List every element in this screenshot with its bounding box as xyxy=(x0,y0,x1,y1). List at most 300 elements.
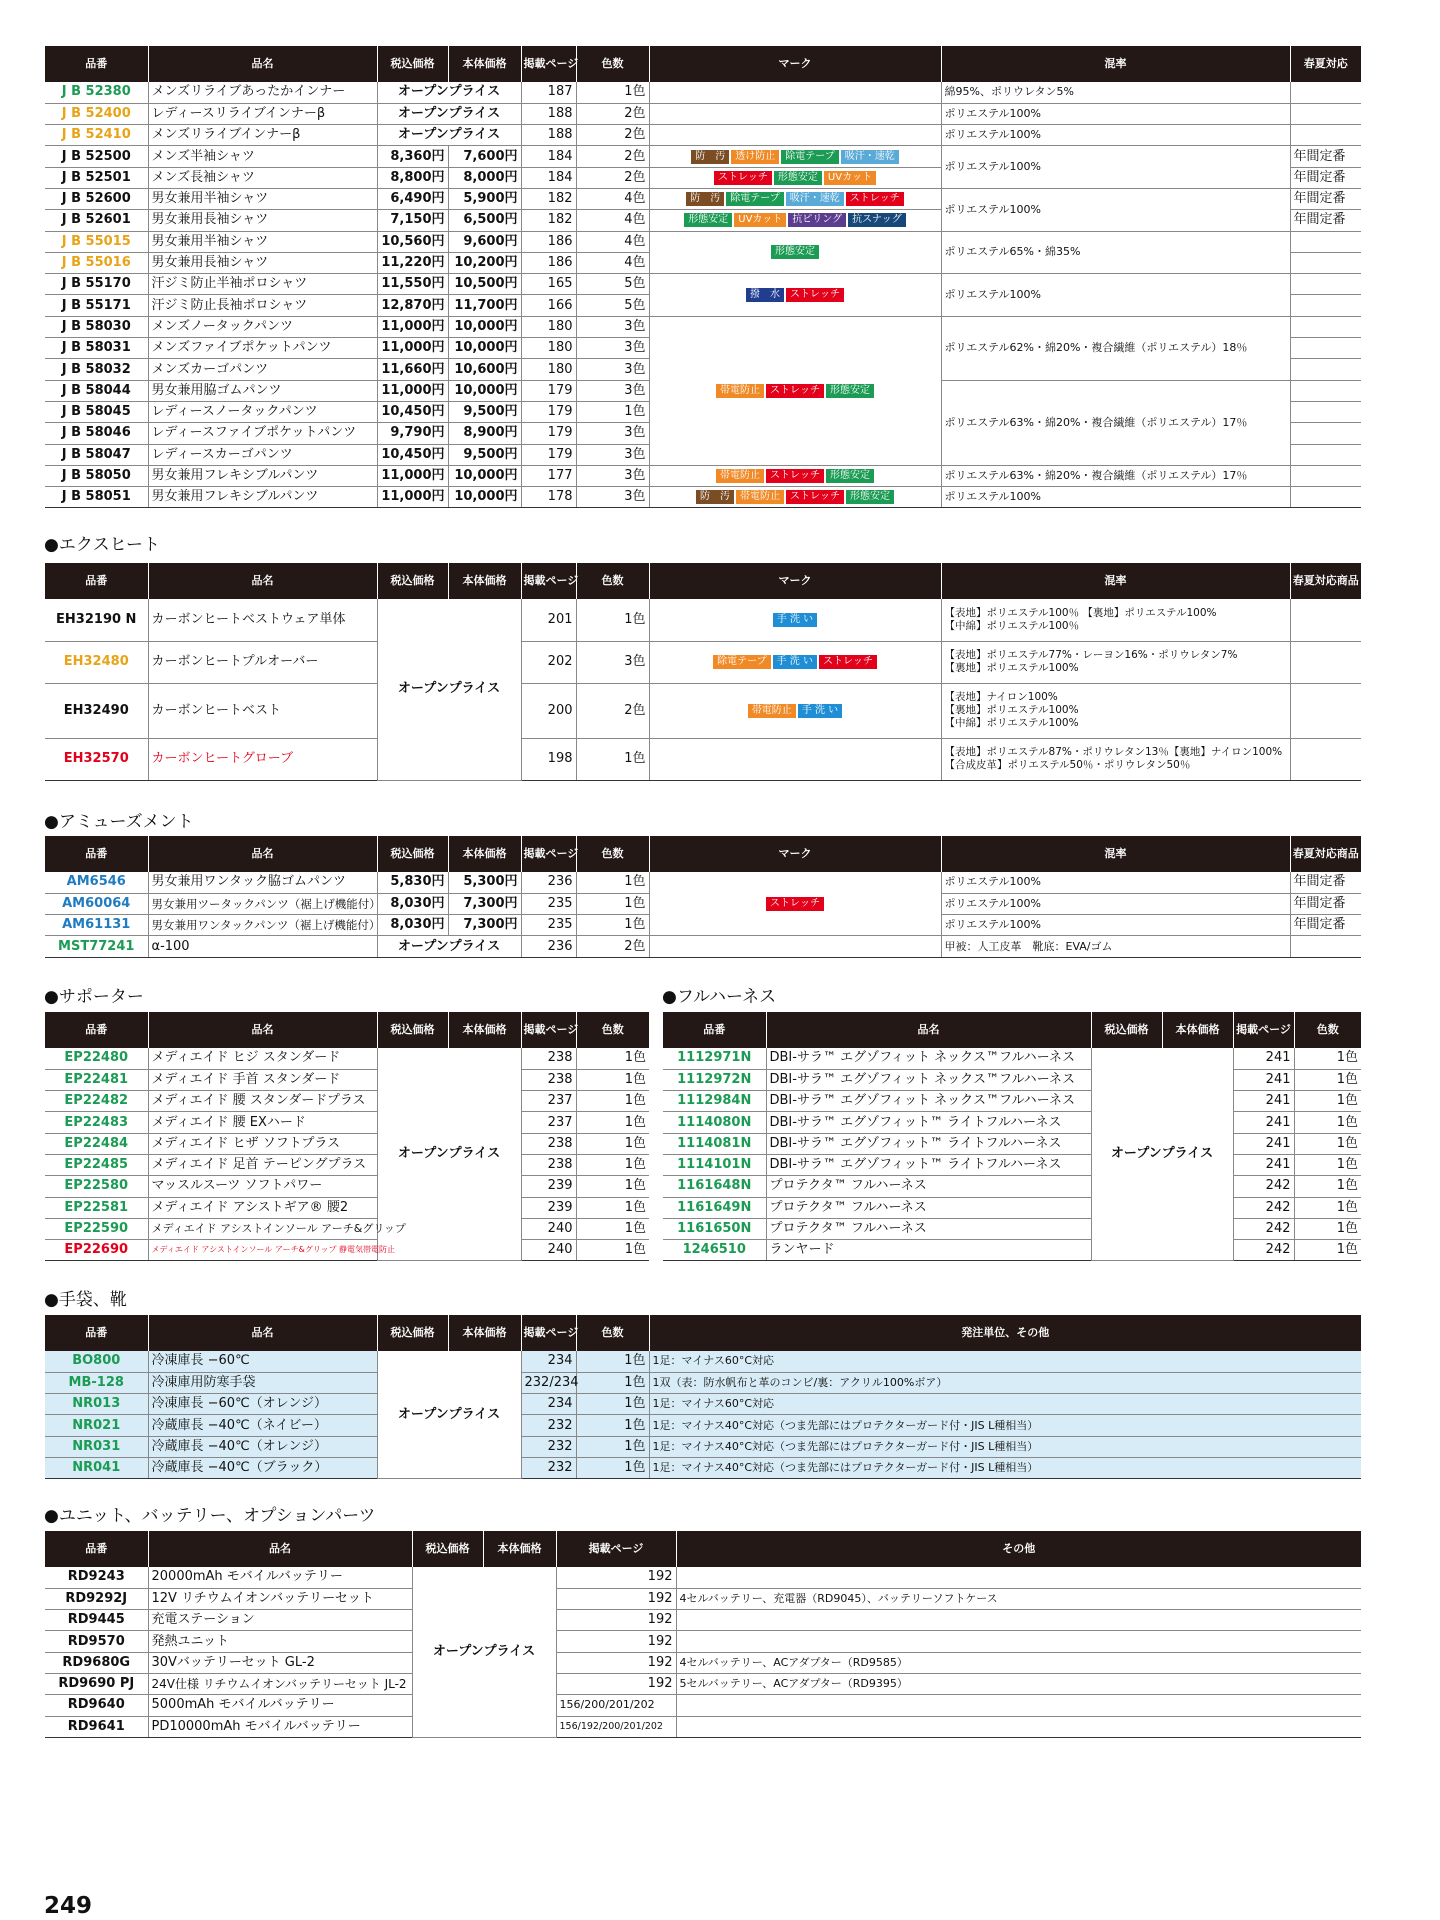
mark-tag: ストレッチ xyxy=(786,490,844,504)
page-ref: 239 xyxy=(521,1197,576,1218)
product-name: 男女兼用フレキシブルパンツ xyxy=(148,487,377,508)
table-row xyxy=(45,125,1361,146)
color-count: 1色 xyxy=(576,915,649,936)
mix-ratio: ポリエステル63%・綿20%・複合繊維（ポリエステル）17％ xyxy=(941,380,1290,465)
product-code: EH32480 xyxy=(45,641,148,683)
page-ref: 238 xyxy=(521,1133,576,1154)
table-row xyxy=(45,1240,649,1261)
color-count: 3色 xyxy=(576,444,649,465)
mark-tag: ストレッチ xyxy=(766,897,824,911)
season-cell xyxy=(1290,641,1361,683)
mark-tag: 帯電防止 xyxy=(716,384,764,398)
mark-tag: 形態安定 xyxy=(826,384,874,398)
open-price: オープンプライス xyxy=(377,1048,521,1261)
header-colors: 色数 xyxy=(576,563,649,599)
header-page: 掲載ページ xyxy=(521,836,576,872)
base-price: 7,300円 xyxy=(448,893,521,914)
other-info: 5セルバッテリー、ACアダプター（RD9395） xyxy=(676,1673,1361,1694)
page-ref: 232 xyxy=(521,1436,576,1457)
color-count: 2色 xyxy=(576,167,649,188)
header-name: 品名 xyxy=(148,46,377,82)
season-cell xyxy=(1290,338,1361,359)
tax-price: 9,790円 xyxy=(377,423,448,444)
header-name: 品名 xyxy=(766,1012,1091,1048)
base-price: 5,300円 xyxy=(448,872,521,893)
tax-price: 8,030円 xyxy=(377,893,448,914)
mix-ratio: ポリエステル100% xyxy=(941,872,1290,893)
table-row xyxy=(45,146,1361,167)
color-count: 2色 xyxy=(576,125,649,146)
page-ref: 182 xyxy=(521,188,576,209)
header-code: 品番 xyxy=(45,1531,148,1567)
page-ref: 242 xyxy=(1233,1197,1294,1218)
product-code: NR031 xyxy=(45,1436,148,1457)
color-count: 3色 xyxy=(576,359,649,380)
mix-ratio: ポリエステル100% xyxy=(941,487,1290,508)
open-price: オープンプライス xyxy=(377,125,521,146)
color-count: 1色 xyxy=(576,1351,649,1372)
marks-cell xyxy=(649,872,941,936)
product-name: レディースファイブポケットパンツ xyxy=(148,423,377,444)
open-price: オープンプライス xyxy=(1091,1048,1233,1261)
header-base: 本体価格 xyxy=(483,1531,556,1567)
page-ref: 186 xyxy=(521,252,576,273)
page-ref: 236 xyxy=(521,936,576,957)
product-name: 汗ジミ防止半袖ポロシャツ xyxy=(148,274,377,295)
product-name: レディースカーゴパンツ xyxy=(148,444,377,465)
header-tax: 税込価格 xyxy=(377,46,448,82)
tax-price: 10,450円 xyxy=(377,401,448,422)
base-price: 8,900円 xyxy=(448,423,521,444)
table-row xyxy=(45,1436,1361,1457)
page-ref: 241 xyxy=(1233,1154,1294,1175)
section-title-gloves-boots: ●手袋、靴 xyxy=(44,1290,127,1310)
season-cell xyxy=(1290,252,1361,273)
table-row xyxy=(45,1394,1361,1415)
marks-cell xyxy=(649,274,941,317)
order-info: 1足：マイナス40°C対応（つま先部にはプロテクターガード付・JIS L種相当） xyxy=(649,1415,1361,1436)
season-cell xyxy=(1290,316,1361,337)
color-count: 1色 xyxy=(576,1218,649,1239)
page-ref: 240 xyxy=(521,1240,576,1261)
product-name: 24V仕様 リチウムイオンバッテリーセット JL-2 xyxy=(148,1673,412,1694)
product-name: メンズカーゴパンツ xyxy=(148,359,377,380)
product-name: 発熱ユニット xyxy=(148,1631,412,1652)
header-code: 品番 xyxy=(45,836,148,872)
other-info xyxy=(676,1610,1361,1631)
mark-tag: 形態安定 xyxy=(771,245,819,259)
marks-cell xyxy=(649,316,941,465)
page-ref: 180 xyxy=(521,316,576,337)
color-count: 1色 xyxy=(576,1394,649,1415)
product-name: 20000mAh モバイルバッテリー xyxy=(148,1567,412,1588)
product-code: RD9445 xyxy=(45,1610,148,1631)
page-ref: 238 xyxy=(521,1048,576,1069)
product-table-battery xyxy=(45,1531,1361,1738)
color-count: 4色 xyxy=(576,210,649,231)
product-code: EP22483 xyxy=(45,1112,148,1133)
header-mix: 混率 xyxy=(941,563,1290,599)
mix-line: 【合成皮革】ポリエステル50％・ポリウレタン50％ xyxy=(944,759,1191,771)
tax-price: 10,450円 xyxy=(377,444,448,465)
product-code: EP22690 xyxy=(45,1240,148,1261)
color-count: 1色 xyxy=(576,1133,649,1154)
header-base: 本体価格 xyxy=(448,1012,521,1048)
mark-tag: 防 汚 xyxy=(691,150,729,164)
product-code: EP22590 xyxy=(45,1218,148,1239)
open-price: オープンプライス xyxy=(377,1351,521,1479)
season-cell xyxy=(1290,82,1361,103)
page-ref: 241 xyxy=(1233,1069,1294,1090)
page-ref: 202 xyxy=(521,641,576,683)
season-cell: 年間定番 xyxy=(1290,210,1361,231)
mix-ratio: ポリエステル100% xyxy=(941,274,1290,317)
table-row xyxy=(45,1415,1361,1436)
color-count: 1色 xyxy=(576,1112,649,1133)
marks-cell xyxy=(649,146,941,167)
header-page: 掲載ページ xyxy=(1233,1012,1294,1048)
header-base: 本体価格 xyxy=(1162,1012,1233,1048)
color-count: 1色 xyxy=(576,1372,649,1393)
page-ref: 182 xyxy=(521,210,576,231)
product-code: NR013 xyxy=(45,1394,148,1415)
base-price: 10,000円 xyxy=(448,487,521,508)
table-row xyxy=(663,1154,1361,1175)
page-ref: 179 xyxy=(521,444,576,465)
season-cell xyxy=(1290,738,1361,780)
product-name: メディエイド 腰 スタンダードプラス xyxy=(148,1091,377,1112)
mark-tag: 抗スナッグ xyxy=(848,213,906,227)
table-row xyxy=(45,316,1361,337)
product-name: メンズ長袖シャツ xyxy=(148,167,377,188)
base-price: 10,600円 xyxy=(448,359,521,380)
color-count: 4色 xyxy=(576,231,649,252)
product-code: 1112984N xyxy=(663,1091,766,1112)
base-price: 11,700円 xyxy=(448,295,521,316)
marks-cell xyxy=(649,487,941,508)
season-cell xyxy=(1290,125,1361,146)
product-name: 男女兼用半袖シャツ xyxy=(148,231,377,252)
table-row xyxy=(45,1457,1361,1478)
color-count: 1色 xyxy=(576,1436,649,1457)
product-name: メンズリライブインナーβ xyxy=(148,125,377,146)
page-ref: 192 xyxy=(556,1610,676,1631)
color-count: 1色 xyxy=(576,738,649,780)
color-count: 1色 xyxy=(576,401,649,422)
tax-price: 11,000円 xyxy=(377,380,448,401)
header-colors: 色数 xyxy=(576,836,649,872)
mark-tag: 吸汗・速乾 xyxy=(786,192,844,206)
product-name: プロテクタ™ フルハーネス xyxy=(766,1197,1091,1218)
product-code: EP22580 xyxy=(45,1176,148,1197)
product-name: 男女兼用半袖シャツ xyxy=(148,188,377,209)
color-count: 1色 xyxy=(576,1048,649,1069)
header-code: 品番 xyxy=(45,1315,148,1351)
mix-ratio: ポリエステル65%・綿35% xyxy=(941,231,1290,274)
tax-price: 11,000円 xyxy=(377,338,448,359)
product-name: カーボンヒートグローブ xyxy=(148,738,377,780)
tax-price: 11,000円 xyxy=(377,316,448,337)
table-row xyxy=(45,274,1361,295)
mix-line: 【表地】ポリエステル100％ 【裏地】ポリエステル100% xyxy=(944,606,1217,619)
product-name: PD10000mAh モバイルバッテリー xyxy=(148,1716,412,1737)
page-ref: 239 xyxy=(521,1176,576,1197)
page-ref: 238 xyxy=(521,1069,576,1090)
header-base: 本体価格 xyxy=(448,836,521,872)
section-title-amusement: ●アミューズメント xyxy=(44,812,194,832)
header-page: 掲載ページ xyxy=(556,1531,676,1567)
page-ref: 192 xyxy=(556,1567,676,1588)
marks-cell xyxy=(649,210,941,231)
color-count: 1色 xyxy=(1294,1069,1361,1090)
base-price: 8,000円 xyxy=(448,167,521,188)
product-code: J B 58050 xyxy=(45,465,148,486)
product-name: メンズ半袖シャツ xyxy=(148,146,377,167)
page-ref: 187 xyxy=(521,82,576,103)
page-ref: 200 xyxy=(521,683,576,738)
product-name: 30Vバッテリーセット GL-2 xyxy=(148,1652,412,1673)
tax-price: 11,550円 xyxy=(377,274,448,295)
product-code: EP22581 xyxy=(45,1197,148,1218)
page-ref: 178 xyxy=(521,487,576,508)
product-name: DBI-サラ™ エグゾフィット™ ライトフルハーネス xyxy=(766,1154,1091,1175)
table-row xyxy=(45,1372,1361,1393)
mix-ratio xyxy=(941,599,1290,641)
product-code: NR021 xyxy=(45,1415,148,1436)
header-other: その他 xyxy=(676,1531,1361,1567)
product-name: 男女兼用長袖シャツ xyxy=(148,210,377,231)
header-page: 掲載ページ xyxy=(521,1315,576,1351)
header-mix: 混率 xyxy=(941,836,1290,872)
tax-price: 11,660円 xyxy=(377,359,448,380)
section-title-exheat: ●エクスヒート xyxy=(44,535,160,555)
table-row xyxy=(663,1091,1361,1112)
mix-ratio: ポリエステル100% xyxy=(941,125,1290,146)
color-count: 1色 xyxy=(1294,1133,1361,1154)
page-ref: 238 xyxy=(521,1154,576,1175)
product-code: J B 58045 xyxy=(45,401,148,422)
header-code: 品番 xyxy=(45,46,148,82)
season-cell xyxy=(1290,401,1361,422)
other-info xyxy=(676,1567,1361,1588)
mix-ratio: ポリエステル63%・綿20%・複合繊維（ポリエステル）17％ xyxy=(941,465,1290,486)
mark-tag: 撥 水 xyxy=(746,288,784,302)
season-cell xyxy=(1290,103,1361,124)
color-count: 1色 xyxy=(1294,1240,1361,1261)
marks-cell xyxy=(649,936,941,957)
header-season: 春夏対応商品 xyxy=(1290,563,1361,599)
header-tax: 税込価格 xyxy=(377,1012,448,1048)
product-code: J B 52601 xyxy=(45,210,148,231)
product-code: J B 58051 xyxy=(45,487,148,508)
page-ref: 179 xyxy=(521,380,576,401)
season-cell xyxy=(1290,936,1361,957)
color-count: 1色 xyxy=(1294,1091,1361,1112)
marks-cell xyxy=(649,738,941,780)
color-count: 1色 xyxy=(576,599,649,641)
product-code: EP22482 xyxy=(45,1091,148,1112)
product-code: J B 55171 xyxy=(45,295,148,316)
mark-tag: UVカット xyxy=(734,213,786,227)
color-count: 3色 xyxy=(576,338,649,359)
mix-ratio: ポリエステル100% xyxy=(941,893,1290,914)
header-order: 発注単位、その他 xyxy=(649,1315,1361,1351)
tax-price: 8,360円 xyxy=(377,146,448,167)
product-name: DBI-サラ™ エグゾフィット ネックス™フルハーネス xyxy=(766,1091,1091,1112)
product-name: カーボンヒートベスト xyxy=(148,683,377,738)
product-code: EP22481 xyxy=(45,1069,148,1090)
color-count: 1色 xyxy=(576,1240,649,1261)
order-info: 1足：マイナス40°C対応（つま先部にはプロテクターガード付・JIS L種相当） xyxy=(649,1457,1361,1478)
mark-tag: UVカット xyxy=(824,171,876,185)
header-page: 掲載ページ xyxy=(521,563,576,599)
page-ref: 237 xyxy=(521,1091,576,1112)
table-row xyxy=(663,1069,1361,1090)
page-ref: 192 xyxy=(556,1652,676,1673)
marks-cell xyxy=(649,683,941,738)
marks-cell xyxy=(649,188,941,209)
table-row xyxy=(45,487,1361,508)
product-name: DBI-サラ™ エグゾフィット™ ライトフルハーネス xyxy=(766,1112,1091,1133)
page-ref: 188 xyxy=(521,125,576,146)
mix-line: 【表地】ポリエステル77%・レーヨン16%・ポリウレタン7% xyxy=(944,649,1238,661)
page-ref: 235 xyxy=(521,893,576,914)
season-cell xyxy=(1290,359,1361,380)
product-table-exheat xyxy=(45,563,1361,781)
page-ref: 192 xyxy=(556,1631,676,1652)
product-code: RD9680G xyxy=(45,1652,148,1673)
table-row xyxy=(45,738,1361,780)
mix-ratio xyxy=(941,641,1290,683)
product-name: 冷蔵庫長 −40℃（ブラック） xyxy=(148,1457,377,1478)
table-row xyxy=(45,103,1361,124)
product-code: RD9570 xyxy=(45,1631,148,1652)
header-mix: 混率 xyxy=(941,46,1290,82)
header-tax: 税込価格 xyxy=(412,1531,483,1567)
mark-tag: 除電テープ xyxy=(781,150,839,164)
mix-line: 【裏地】ポリエステル100% xyxy=(944,704,1079,716)
header-tax: 税込価格 xyxy=(377,563,448,599)
table-row xyxy=(45,1695,1361,1716)
mark-tag: ストレッチ xyxy=(766,469,824,483)
base-price: 5,900円 xyxy=(448,188,521,209)
product-code: EP22485 xyxy=(45,1154,148,1175)
mix-line: 【表地】ナイロン100% xyxy=(944,691,1058,703)
other-info: 4セルバッテリー、充電器（RD9045）、バッテリーソフトケース xyxy=(676,1588,1361,1609)
mark-tag: 手 洗 い xyxy=(773,613,817,627)
other-info xyxy=(676,1631,1361,1652)
product-name: 男女兼用脇ゴムパンツ xyxy=(148,380,377,401)
page-ref: 166 xyxy=(521,295,576,316)
product-code: J B 58047 xyxy=(45,444,148,465)
mark-tag: 透け防止 xyxy=(731,150,779,164)
header-tax: 税込価格 xyxy=(377,836,448,872)
page-ref: 241 xyxy=(1233,1091,1294,1112)
table-row xyxy=(45,1716,1361,1737)
page-ref: 241 xyxy=(1233,1048,1294,1069)
product-name: メディエイド アシストインソール アーチ&グリップ 静電気帯電防止 xyxy=(148,1240,377,1261)
product-code: J B 55170 xyxy=(45,274,148,295)
header-tax: 税込価格 xyxy=(1091,1012,1162,1048)
table-row xyxy=(45,1588,1361,1609)
table-row xyxy=(45,1091,649,1112)
product-name: プロテクタ™ フルハーネス xyxy=(766,1218,1091,1239)
color-count: 1色 xyxy=(576,1154,649,1175)
tax-price: 11,000円 xyxy=(377,487,448,508)
product-name: DBI-サラ™ エグゾフィット™ ライトフルハーネス xyxy=(766,1133,1091,1154)
product-name: メディエイド アシストインソール アーチ&グリップ xyxy=(148,1218,377,1239)
order-info: 1足：マイナス40°C対応（つま先部にはプロテクターガード付・JIS L種相当） xyxy=(649,1436,1361,1457)
color-count: 1色 xyxy=(1294,1218,1361,1239)
color-count: 1色 xyxy=(1294,1197,1361,1218)
mark-tag: 帯電防止 xyxy=(716,469,764,483)
color-count: 1色 xyxy=(576,1415,649,1436)
header-base: 本体価格 xyxy=(448,563,521,599)
product-code: 1112972N xyxy=(663,1069,766,1090)
table-row xyxy=(45,1218,649,1239)
page-ref: 235 xyxy=(521,915,576,936)
header-colors: 色数 xyxy=(576,1315,649,1351)
product-name: メディエイド 腰 EXハード xyxy=(148,1112,377,1133)
product-code: 1114080N xyxy=(663,1112,766,1133)
color-count: 1色 xyxy=(576,872,649,893)
color-count: 3色 xyxy=(576,380,649,401)
product-code: 1161649N xyxy=(663,1197,766,1218)
product-code: EH32490 xyxy=(45,683,148,738)
product-code: J B 55015 xyxy=(45,231,148,252)
mark-tag: 吸汗・速乾 xyxy=(841,150,899,164)
product-name: 冷凍庫用防寒手袋 xyxy=(148,1372,377,1393)
product-code: RD9292J xyxy=(45,1588,148,1609)
header-mark: マーク xyxy=(649,46,941,82)
page-ref: 188 xyxy=(521,103,576,124)
product-code: RD9690 PJ xyxy=(45,1673,148,1694)
color-count: 1色 xyxy=(1294,1048,1361,1069)
product-name: 冷蔵庫長 −40℃（オレンジ） xyxy=(148,1436,377,1457)
mix-ratio: ポリエステル100% xyxy=(941,915,1290,936)
color-count: 3色 xyxy=(576,423,649,444)
mix-line: 【裏地】ポリエステル100% xyxy=(944,662,1079,674)
color-count: 1色 xyxy=(576,1091,649,1112)
page-ref: 179 xyxy=(521,423,576,444)
season-cell: 年間定番 xyxy=(1290,146,1361,167)
base-price: 6,500円 xyxy=(448,210,521,231)
page-ref: 234 xyxy=(521,1351,576,1372)
season-cell xyxy=(1290,683,1361,738)
page-ref: 237 xyxy=(521,1112,576,1133)
base-price: 10,000円 xyxy=(448,316,521,337)
open-price: オープンプライス xyxy=(377,103,521,124)
header-name: 品名 xyxy=(148,1531,412,1567)
product-name: α-100 xyxy=(148,936,377,957)
color-count: 3色 xyxy=(576,316,649,337)
table-row xyxy=(45,1610,1361,1631)
product-name: 冷蔵庫長 −40℃（ネイビー） xyxy=(148,1415,377,1436)
base-price: 10,000円 xyxy=(448,465,521,486)
product-code: J B 52600 xyxy=(45,188,148,209)
product-name: カーボンヒートベストウェア単体 xyxy=(148,599,377,641)
page-ref: 192 xyxy=(556,1673,676,1694)
table-row xyxy=(45,872,1361,893)
page-ref: 201 xyxy=(521,599,576,641)
page-ref: 180 xyxy=(521,359,576,380)
base-price: 7,300円 xyxy=(448,915,521,936)
header-tax: 税込価格 xyxy=(377,1315,448,1351)
table-row xyxy=(663,1112,1361,1133)
product-table-supporter xyxy=(45,1012,649,1261)
header-base: 本体価格 xyxy=(448,1315,521,1351)
table-row xyxy=(663,1133,1361,1154)
